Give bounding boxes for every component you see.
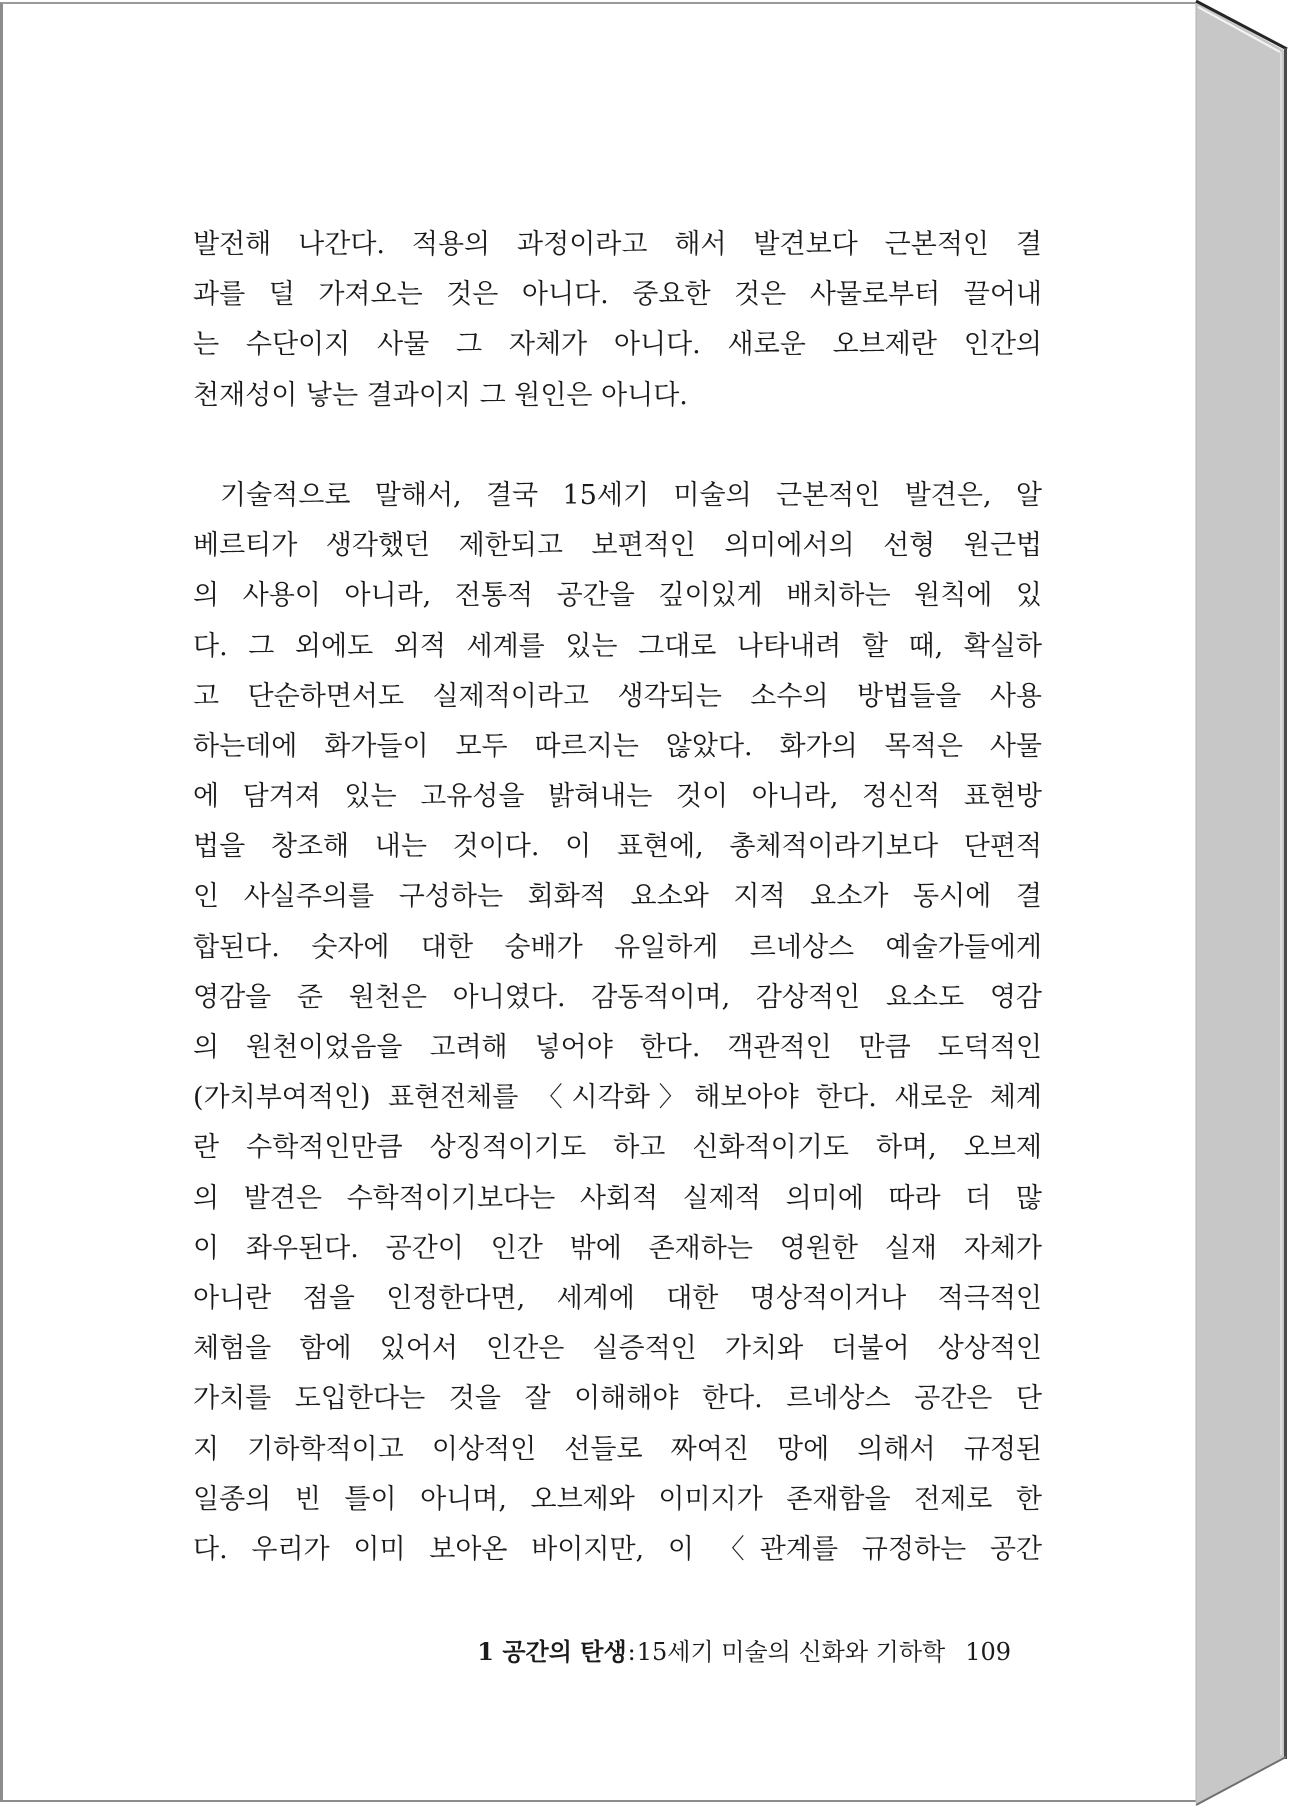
text-line: 는 수단이지 사물 그 자체가 아니다. 새로운 오브제란 인간의 (193, 329, 1042, 361)
text-line: 합된다. 숫자에 대한 숭배가 유일하게 르네상스 예술가들에게 (193, 931, 1042, 963)
text-line: 의 발견은 수학적이기보다는 사회적 실제적 의미에 따라 더 많 (193, 1182, 1042, 1214)
page-number: 109 (965, 1638, 1011, 1666)
footer-chapter-title: 1 공간의 탄생 (477, 1637, 627, 1666)
paragraph (193, 220, 1042, 421)
book-edge-face (1196, 2, 1284, 1804)
text-line: 인 사실주의를 구성하는 회화적 요소와 지적 요소가 동시에 결 (193, 881, 1042, 913)
text-line: 의 사용이 아니라, 전통적 공간을 깊이있게 배치하는 원칙에 있 (193, 580, 1042, 612)
text-line: 베르티가 생각했던 제한되고 보편적인 의미에서의 선형 원근법 (193, 530, 1042, 562)
text-line: 다. 우리가 이미 보아온 바이지만, 이 〈관계를 규정하는 공간 (193, 1533, 1042, 1565)
text-line: 지 기하학적이고 이상적인 선들로 짜여진 망에 의해서 규정된 (193, 1433, 1042, 1465)
text-line: 일종의 빈 틀이 아니며, 오브제와 이미지가 존재함을 전제로 한 (193, 1483, 1042, 1515)
text-line: 가치를 도입한다는 것을 잘 이해해야 한다. 르네상스 공간은 단 (193, 1383, 1042, 1415)
book-edge-bottom-line (1196, 1757, 1286, 1805)
footer-separator: : (627, 1638, 636, 1666)
text-line: 기술적으로 말해서, 결국 15세기 미술의 근본적인 발견은, 알 (220, 479, 1042, 511)
text-line: 고 단순하면서도 실제적이라고 생각되는 소수의 방법들을 사용 (193, 680, 1042, 712)
text-line: 발전해 나간다. 적용의 과정이라고 해서 발견보다 근본적인 결 (193, 229, 1042, 260)
text-line: 에 담겨져 있는 고유성을 밝혀내는 것이 아니라, 정신적 표현방 (193, 781, 1042, 813)
footer-subtitle: 15세기 미술의 신화와 기하학 (636, 1638, 946, 1666)
text-line: 아니란 점을 인정한다면, 세계에 대한 명상적이거나 적극적인 (193, 1282, 1042, 1314)
text-line: 과를 덜 가져오는 것은 아니다. 중요한 것은 사물로부터 끌어내 (193, 279, 1042, 311)
text-line: 하는데에 화가들이 모두 따르지는 않았다. 화가의 목적은 사물 (193, 730, 1042, 762)
body-text (193, 220, 1042, 1575)
running-footer (477, 1637, 1011, 1667)
text-line: 법을 창조해 내는 것이다. 이 표현에, 총체적이라기보다 단편적 (193, 831, 1042, 863)
text-line: 의 원천이었음을 고려해 넣어야 한다. 객관적인 만큼 도덕적인 (193, 1032, 1042, 1063)
book-page (0, 2, 1196, 1802)
text-line: 다. 그 외에도 외적 세계를 있는 그대로 나타내려 할 때, 확실하 (193, 630, 1042, 662)
text-line: 이 좌우된다. 공간이 인간 밖에 존재하는 영원한 실재 자체가 (193, 1232, 1042, 1264)
book-edge-top-shadow (1196, 1, 1287, 49)
text-line: 천재성이 낳는 결과이지 그 원인은 아니다. (193, 379, 688, 411)
book-edge-top-highlight (1198, 7, 1280, 52)
paragraph (193, 471, 1042, 1575)
text-line: 란 수학적인만큼 상징적이기도 하고 신화적이기도 하며, 오브제 (193, 1132, 1042, 1164)
text-line: (가치부여적인) 표현전체를 〈시각화〉해보아야 한다. 새로운 체계 (193, 1082, 1042, 1114)
text-line: 영감을 준 원천은 아니였다. 감동적이며, 감상적인 요소도 영감 (193, 981, 1042, 1013)
text-line: 체험을 함에 있어서 인간은 실증적인 가치와 더불어 상상적인 (193, 1333, 1042, 1365)
